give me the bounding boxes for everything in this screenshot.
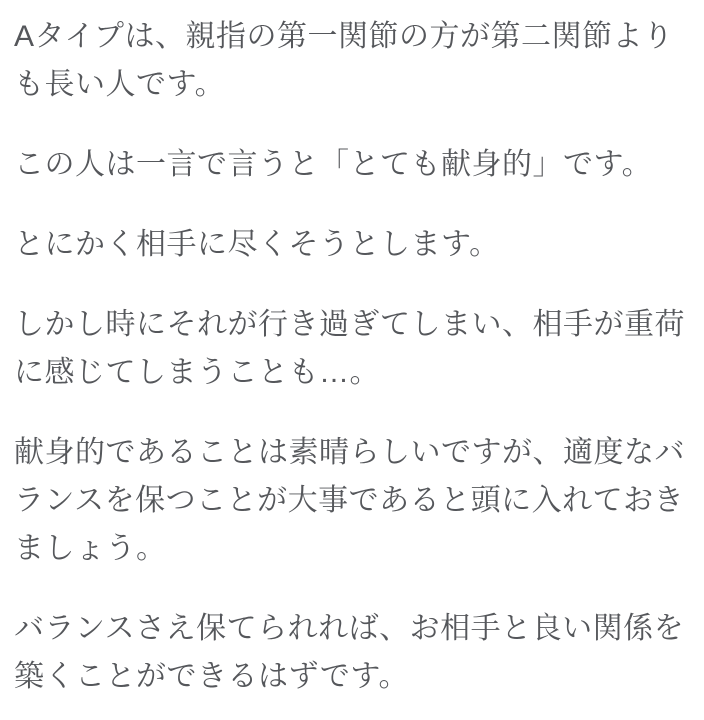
paragraph-caution xyxy=(14,301,694,397)
paragraph-thumb-type-description xyxy=(14,13,694,109)
text-line: ランスを保つことが大事であると頭に入れておき xyxy=(14,484,685,517)
text-line: とにかく相手に尽くそうとします。 xyxy=(14,228,500,261)
text-line: しかし時にそれが行き過ぎてしまい、相手が重荷 xyxy=(14,308,685,341)
text-line: も長い人です。 xyxy=(14,68,226,101)
paragraph-devotion xyxy=(14,221,694,269)
text-line: この人は一言で言うと「とても献身的」です。 xyxy=(14,148,653,181)
text-line: 築くことができるはずです。 xyxy=(14,660,409,693)
text-line: バランスさえ保てられれば、お相手と良い関係を xyxy=(14,612,685,645)
text-line: Aタイプは、親指の第一関節の方が第二関節より xyxy=(14,20,674,53)
paragraph-conclusion xyxy=(14,605,694,701)
text-line: ましょう。 xyxy=(14,532,167,565)
paragraph-balance-advice xyxy=(14,429,694,573)
text-line: に感じてしまうことも…。 xyxy=(14,356,380,389)
paragraph-personality-summary xyxy=(14,141,694,189)
text-line: 献身的であることは素晴らしいですが、適度なバ xyxy=(14,436,685,469)
